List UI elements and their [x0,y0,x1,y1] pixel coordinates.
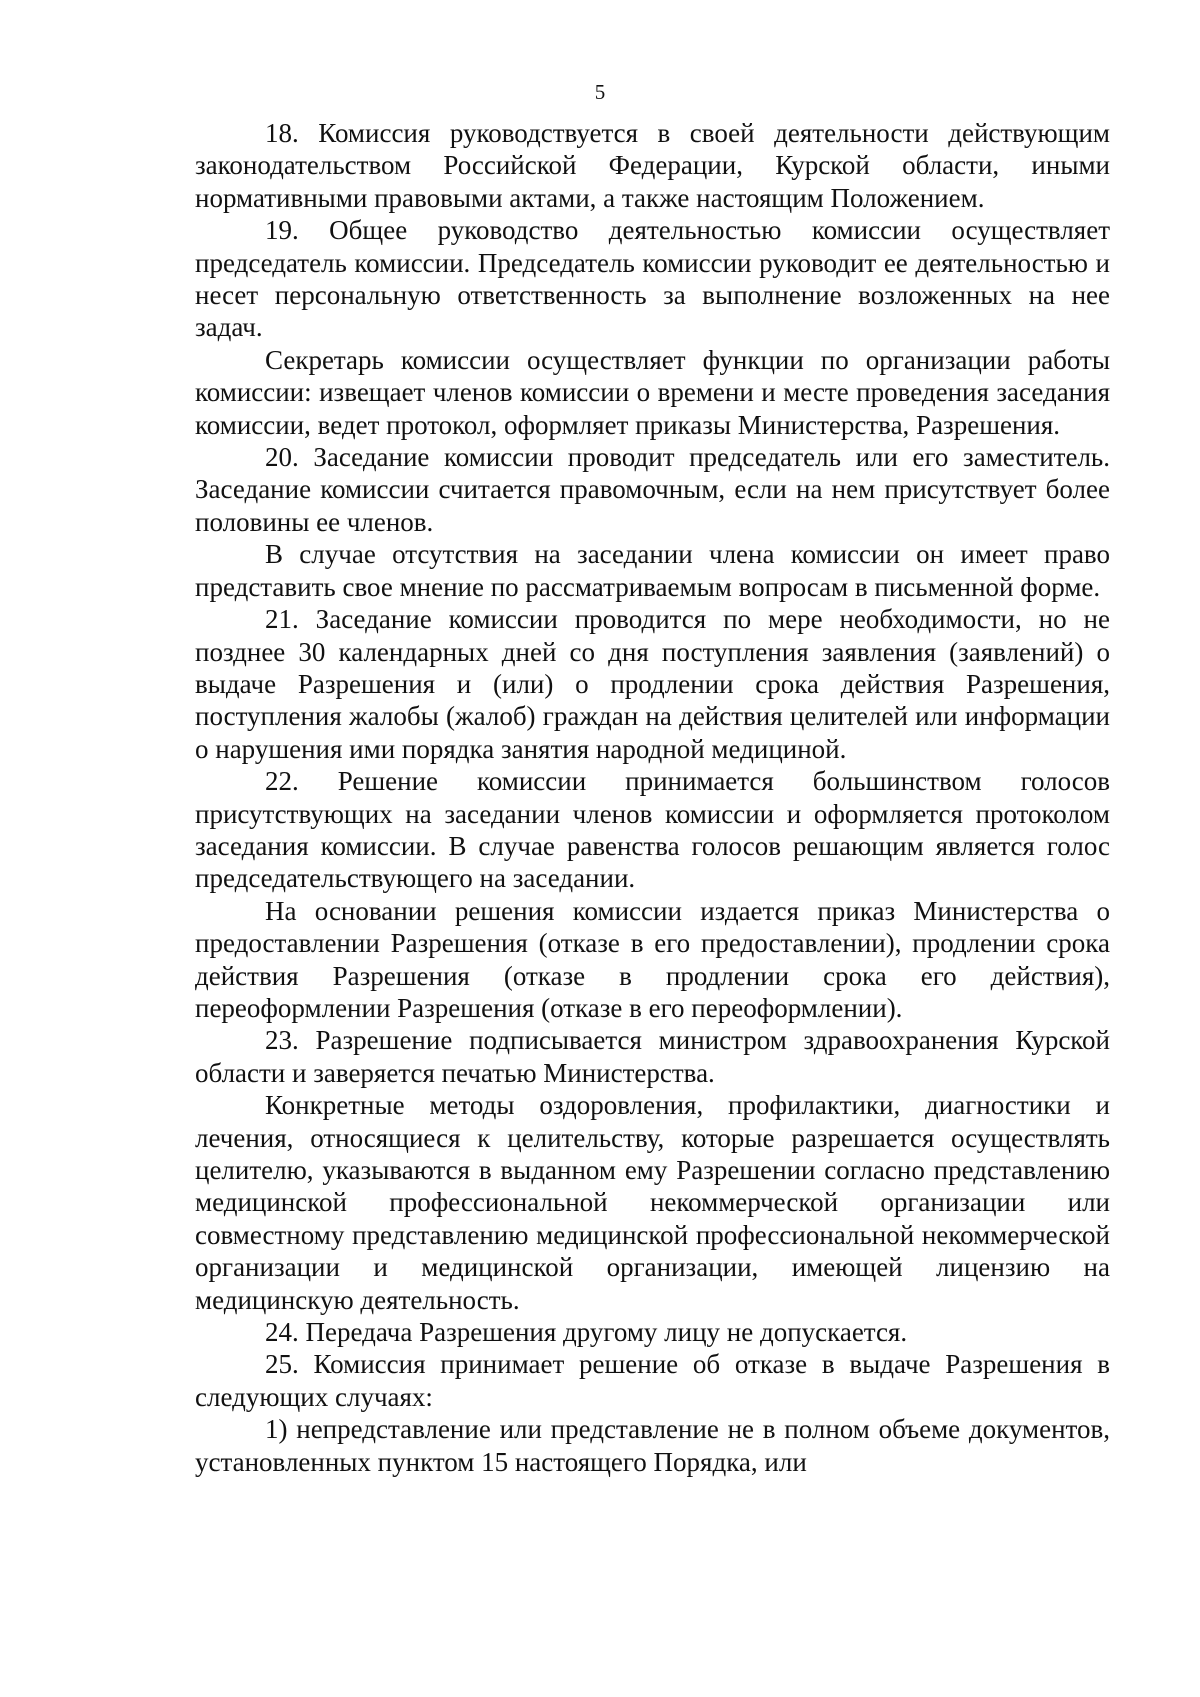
paragraph-19-secretary: Секретарь комиссии осуществляет функции по организации работы комиссии: извещает членов комиссии о времени и месте проведения заседания комиссии, ведет протокол, оформляет приказы Министерства, Разрешения. [195,344,1110,440]
paragraph-25-item-1: 1) непредставление или представление не в полном объеме документов, установленных пунктом 15 настоящего Порядка, или [195,1414,1110,1477]
paragraph-20: 20. Заседание комиссии проводит председатель или его заместитель. Заседание комиссии считается правомочным, если на нем присутствует более половины ее членов. [195,442,1110,537]
paragraph-24: 24. Передача Разрешения другому лицу не допускается. [265,1317,908,1348]
paragraph-20-absence: В случае отсутствия на заседании члена комиссии он имеет право представить свое мнение по рассматриваемым вопросам в письменной форме. [195,539,1110,602]
paragraph-21: 21. Заседание комиссии проводится по мере необходимости, но не позднее 30 календарных дней со дня поступления заявления (заявлений) о выдаче Разрешения и (или) о продлении срока действия Разрешения, поступления жалобы (жалоб) граждан на действия целителей или информации о нарушения ими порядка занятия народной медициной. [195,604,1110,764]
paragraph-23: 23. Разрешение подписывается министром здравоохранения Курской области и заверяется печатью Министерства. [195,1025,1110,1088]
paragraph-22-order: На основании решения комиссии издается приказ Министерства о предоставлении Разрешения (отказе в его предоставлении), продлении срока действия Разрешения (отказе в продлении срока его действия), переоформлении Разрешения (отказе в его переоформлении). [195,895,1110,1023]
paragraph-25: 25. Комиссия принимает решение об отказе в выдаче Разрешения в следующих случаях: [195,1349,1110,1412]
paragraph-22: 22. Решение комиссии принимается большинством голосов присутствующих на заседании членов комиссии и оформляется протоколом заседания комиссии. В случае равенства голосов решающим является голос председательствующего на заседании. [195,766,1110,894]
paragraph-23-methods: Конкретные методы оздоровления, профилактики, диагностики и лечения, относящиеся к целительству, которые разрешается осуществлять целителю, указываются в выданном ему Разрешении согласно представлению медицинской профессиональной некоммерческой организации или совместному представлению медицинской профессиональной некоммерческой организации и медицинской организации, имеющей лицензию на медицинскую деятельность. [195,1090,1110,1315]
paragraph-19: 19. Общее руководство деятельностью комиссии осуществляет председатель комиссии. Председатель комиссии руководит ее деятельностью и несет персональную ответственность за выполнение возложенных на нее задач. [195,215,1110,343]
page-number: 5 [594,80,606,104]
document-body [195,117,1110,1478]
paragraph-18: 18. Комиссия руководствуется в своей деятельности действующим законодательством Российской Федерации, Курской области, иными нормативными правовыми актами, а также настоящим Положением. [195,118,1110,213]
